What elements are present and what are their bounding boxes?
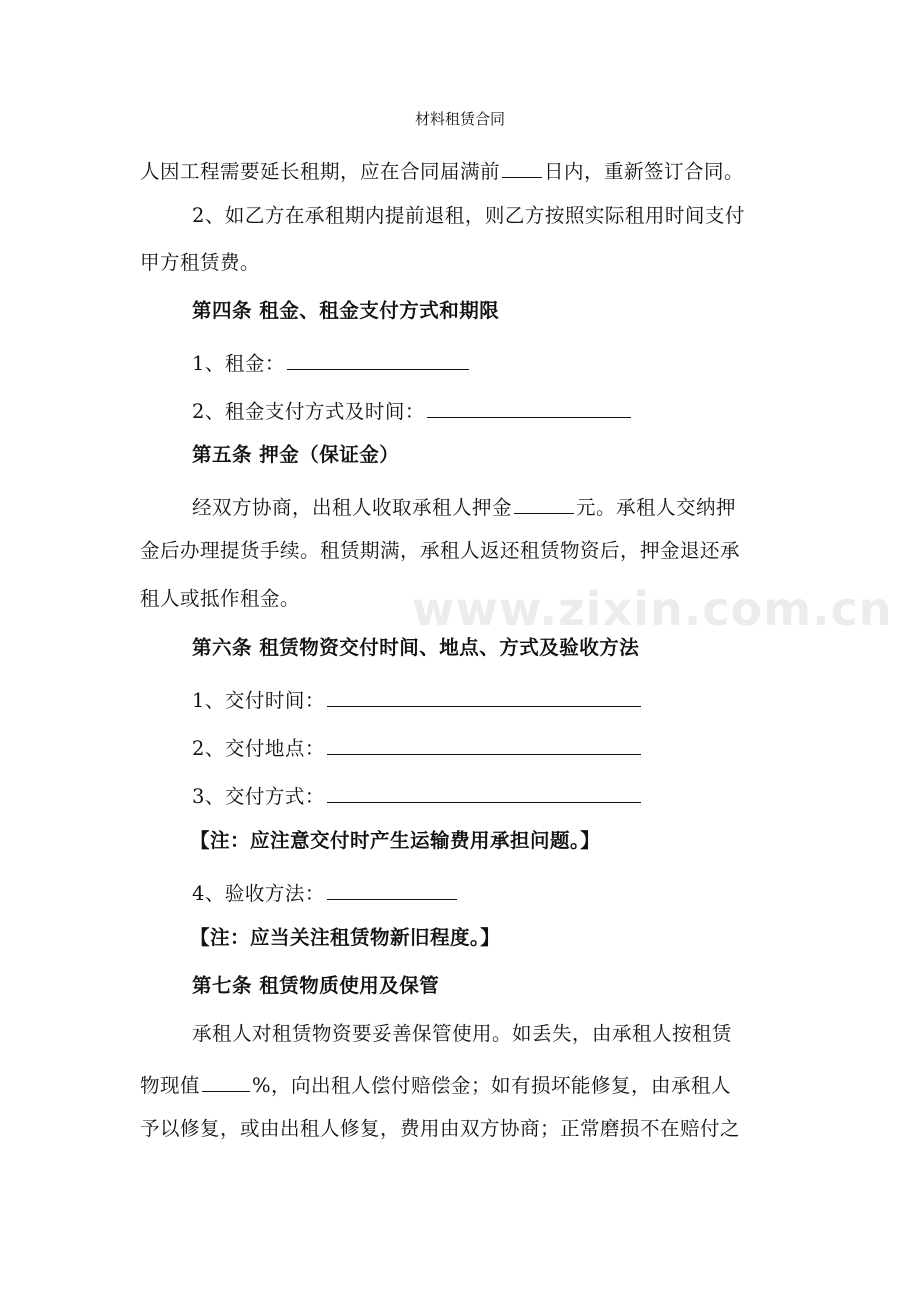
paragraph-line (192, 487, 790, 521)
acceptance-line (192, 873, 790, 907)
blank-rent-payment (427, 391, 631, 418)
rent-payment-label: 2、租金支付方式及时间： (192, 400, 425, 423)
paragraph-line: 甲方租赁费。 (140, 251, 261, 274)
paragraph-line: 承租人对租赁物资要妥善保管使用。如丢失，由承租人按租赁 (192, 1022, 733, 1045)
blank-acceptance (327, 873, 457, 900)
blank-delivery-time (327, 680, 641, 707)
article-5-heading: 第五条 押金（保证金） (192, 443, 400, 466)
blank-deposit (514, 487, 574, 514)
acceptance-label: 4、验收方法： (192, 882, 325, 905)
blank-days (502, 151, 542, 178)
paragraph-line: 租人或抵作租金。 (140, 587, 301, 610)
blank-delivery-method (327, 776, 641, 803)
note-condition: 【注：应当关注租赁物新旧程度。】 (190, 926, 501, 949)
text: 日内，重新签订合同。 (544, 160, 745, 183)
delivery-time-label: 1、交付时间： (192, 689, 325, 712)
paragraph-line (140, 1065, 790, 1099)
article-7-heading: 第七条 租赁物质使用及保管 (192, 974, 440, 997)
article-6-heading: 第六条 租赁物资交付时间、地点、方式及验收方法 (192, 636, 640, 659)
note-transport: 【注：应注意交付时产生运输费用承担问题。】 (190, 829, 601, 852)
rent-payment-line (192, 391, 790, 425)
paragraph-line: 予以修复，或由出租人修复，费用由双方协商；正常磨损不在赔付之 (140, 1117, 741, 1140)
delivery-method-label: 3、交付方式： (192, 785, 325, 808)
text: 经双方协商，出租人收取承租人押金 (192, 496, 513, 519)
paragraph-line: 2、如乙方在承租期内提前退租，则乙方按照实际租用时间支付 (192, 204, 745, 227)
text: %，向出租人偿付赔偿金；如有损坏能修复，由承租人 (252, 1074, 732, 1097)
paragraph-line (140, 151, 790, 185)
text: 人因工程需要延长租期，应在合同届满前 (140, 160, 501, 183)
article-4-heading: 第四条 租金、租金支付方式和期限 (192, 299, 500, 322)
paragraph-line: 金后办理提货手续。租赁期满，承租人返还租赁物资后，押金退还承 (140, 539, 741, 562)
text: 物现值 (140, 1074, 201, 1097)
delivery-time-line (192, 680, 790, 714)
document-header: 材料租赁合同 (414, 110, 505, 128)
watermark: www.zixin.com.cn (412, 582, 893, 636)
delivery-place-line (192, 728, 790, 762)
rent-label: 1、租金： (192, 352, 285, 375)
delivery-place-label: 2、交付地点： (192, 737, 325, 760)
blank-delivery-place (327, 728, 641, 755)
delivery-method-line (192, 776, 790, 810)
blank-percentage (202, 1065, 250, 1092)
blank-rent (287, 343, 469, 370)
rent-line (192, 343, 790, 377)
text: 元。承租人交纳押 (576, 496, 737, 519)
